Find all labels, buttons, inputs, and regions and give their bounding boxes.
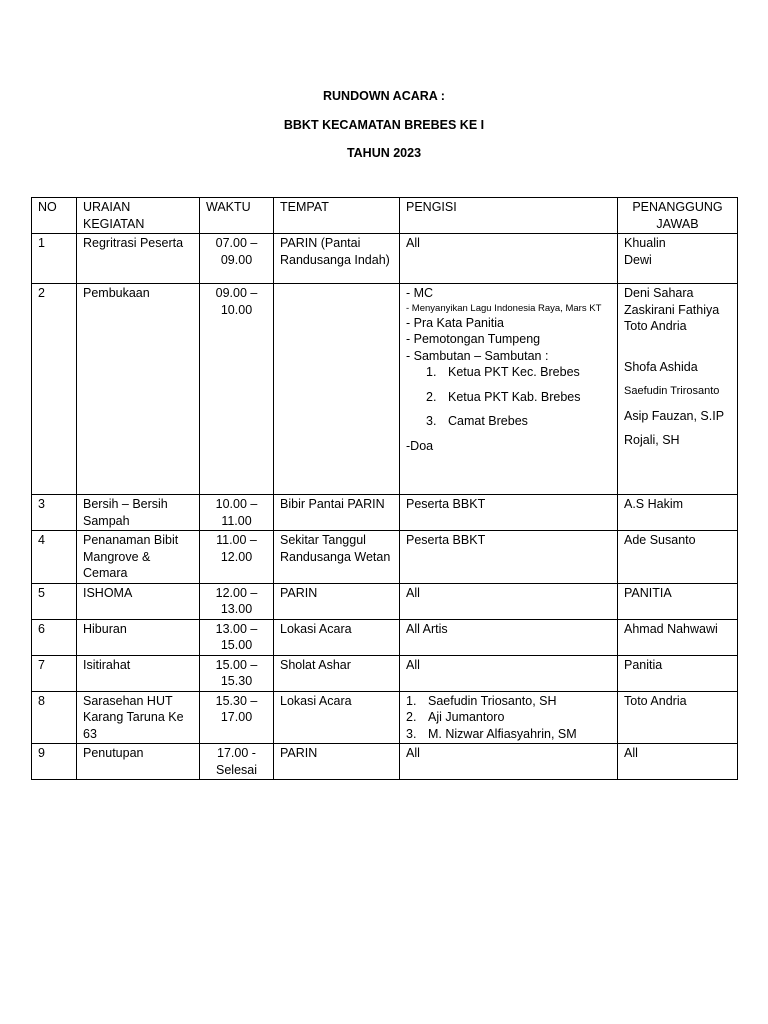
table-row — [32, 284, 738, 495]
cell-waktu: 11.00 – 12.00 — [200, 531, 274, 584]
cell-pj: Panitia — [618, 655, 738, 691]
table-row — [32, 655, 738, 691]
cell-kegiatan: Hiburan — [77, 619, 200, 655]
cell-waktu: 09.00 – 10.00 — [200, 284, 274, 495]
cell-pengisi: Peserta BBKT — [400, 531, 618, 584]
spacer — [624, 335, 731, 359]
pengisi-tumpeng: - Pemotongan Tumpeng — [406, 332, 541, 346]
cell-no: 9 — [32, 744, 77, 780]
cell-tempat: Sekitar Tanggul Randusanga Wetan — [274, 531, 400, 584]
cell-tempat — [274, 284, 400, 495]
pj-name: Zaskirani Fathiya — [624, 302, 720, 317]
cell-no: 8 — [32, 691, 77, 744]
cell-pj: PANITIA — [618, 583, 738, 619]
cell-pengisi — [400, 691, 618, 744]
pj-name: Saefudin Trirosanto — [624, 385, 720, 397]
cell-no: 2 — [32, 284, 77, 495]
cell-tempat: PARIN — [274, 744, 400, 780]
pengisi-item-text: Saefudin Triosanto, SH — [428, 693, 557, 708]
cell-pengisi: All — [400, 655, 618, 691]
cell-no: 6 — [32, 619, 77, 655]
cell-pengisi: All — [400, 583, 618, 619]
cell-waktu: 17.00 - Selesai — [200, 744, 274, 780]
cell-waktu: 12.00 – 13.00 — [200, 583, 274, 619]
pj-name: Shofa Ashida — [624, 359, 698, 374]
pengisi-sambutan: - Sambutan – Sambutan : — [406, 348, 549, 363]
cell-tempat: PARIN (Pantai Randusanga Indah) — [274, 234, 400, 284]
rundown-table — [31, 197, 738, 780]
cell-kegiatan: Penutupan — [77, 744, 200, 780]
cell-kegiatan: Pembukaan — [77, 284, 200, 495]
pj-name: Deni Sahara — [624, 286, 694, 300]
pengisi-item: 1. Saefudin Triosanto, SH — [406, 693, 557, 708]
cell-pj: Ahmad Nahwawi — [618, 619, 738, 655]
cell-kegiatan: Penanaman Bibit Mangrove & Cemara — [77, 531, 200, 584]
table-header-row — [32, 198, 738, 234]
cell-pj: Toto Andria — [618, 691, 738, 744]
document-year: TAHUN 2023 — [346, 146, 422, 160]
table-row — [32, 531, 738, 584]
header-no: NO — [32, 198, 77, 234]
pengisi-item: 2. Aji Jumantoro — [406, 710, 505, 724]
table-row — [32, 744, 738, 780]
table-row — [32, 619, 738, 655]
pj-name: Dewi — [624, 252, 652, 267]
header-kegiatan: URAIAN KEGIATAN — [77, 198, 200, 234]
cell-pengisi: Peserta BBKT — [400, 495, 618, 531]
sambutan-item: 2. Ketua PKT Kab. Brebes — [426, 389, 581, 404]
cell-no: 5 — [32, 583, 77, 619]
pj-name: Toto Andria — [624, 319, 687, 333]
cell-no: 3 — [32, 495, 77, 531]
cell-waktu: 10.00 – 11.00 — [200, 495, 274, 531]
cell-tempat: PARIN — [274, 583, 400, 619]
cell-kegiatan: ISHOMA — [77, 583, 200, 619]
cell-pj — [618, 234, 738, 284]
header-waktu: WAKTU — [200, 198, 274, 234]
pengisi-pra-kata: - Pra Kata Panitia — [406, 315, 504, 330]
table-row — [32, 691, 738, 744]
pj-name: Rojali, SH — [624, 433, 680, 447]
cell-pj: A.S Hakim — [618, 495, 738, 531]
table-row — [32, 234, 738, 284]
pengisi-lagu: - Menyanyikan Lagu Indonesia Raya, Mars KT — [406, 302, 602, 314]
cell-pj — [618, 284, 738, 495]
header-penanggung-jawab: PENANGGUNG JAWAB — [618, 198, 738, 234]
cell-tempat: Sholat Ashar — [274, 655, 400, 691]
cell-pengisi: All Artis — [400, 619, 618, 655]
cell-pengisi: All — [400, 744, 618, 780]
pengisi-mc: - MC — [406, 286, 434, 300]
document-subtitle: BBKT KECAMATAN BREBES KE I — [283, 118, 485, 132]
pengisi-item: 3. M. Nizwar Alfiasyahrin, SM — [406, 726, 577, 741]
cell-waktu: 15.00 – 15.30 — [200, 655, 274, 691]
cell-no: 4 — [32, 531, 77, 584]
sambutan-item: 1. Ketua PKT Kec. Brebes — [426, 365, 580, 379]
sambutan-item-text: Camat Brebes — [448, 414, 528, 428]
cell-no: 1 — [32, 234, 77, 284]
pengisi-doa: -Doa — [406, 438, 434, 453]
cell-waktu: 15.30 – 17.00 — [200, 691, 274, 744]
header-pengisi: PENGISI — [400, 198, 618, 234]
header-tempat: TEMPAT — [274, 198, 400, 234]
pengisi-item-text: M. Nizwar Alfiasyahrin, SM — [428, 726, 577, 741]
pengisi-item-text: Aji Jumantoro — [428, 710, 505, 724]
pj-name: Khualin — [624, 236, 666, 250]
cell-kegiatan: Isitirahat — [77, 655, 200, 691]
sambutan-item: 3. Camat Brebes — [426, 414, 528, 428]
cell-waktu: 07.00 – 09.00 — [200, 234, 274, 284]
pj-name: Asip Fauzan, S.IP — [624, 408, 725, 423]
cell-no: 7 — [32, 655, 77, 691]
sambutan-item-text: Ketua PKT Kec. Brebes — [448, 365, 580, 379]
document-title: RUNDOWN ACARA : — [323, 89, 445, 103]
table-row — [32, 495, 738, 531]
cell-kegiatan: Bersih – Bersih Sampah — [77, 495, 200, 531]
cell-kegiatan: Sarasehan HUT Karang Taruna Ke 63 — [77, 691, 200, 744]
cell-tempat: Lokasi Acara — [274, 619, 400, 655]
cell-pj: Ade Susanto — [618, 531, 738, 584]
cell-waktu: 13.00 – 15.00 — [200, 619, 274, 655]
sambutan-item-text: Ketua PKT Kab. Brebes — [448, 389, 581, 404]
cell-pengisi: All — [400, 234, 618, 284]
cell-pj: All — [618, 744, 738, 780]
cell-tempat: Bibir Pantai PARIN — [274, 495, 400, 531]
cell-tempat: Lokasi Acara — [274, 691, 400, 744]
cell-kegiatan: Regritrasi Peserta — [77, 234, 200, 284]
cell-pengisi — [400, 284, 618, 495]
table-row — [32, 583, 738, 619]
